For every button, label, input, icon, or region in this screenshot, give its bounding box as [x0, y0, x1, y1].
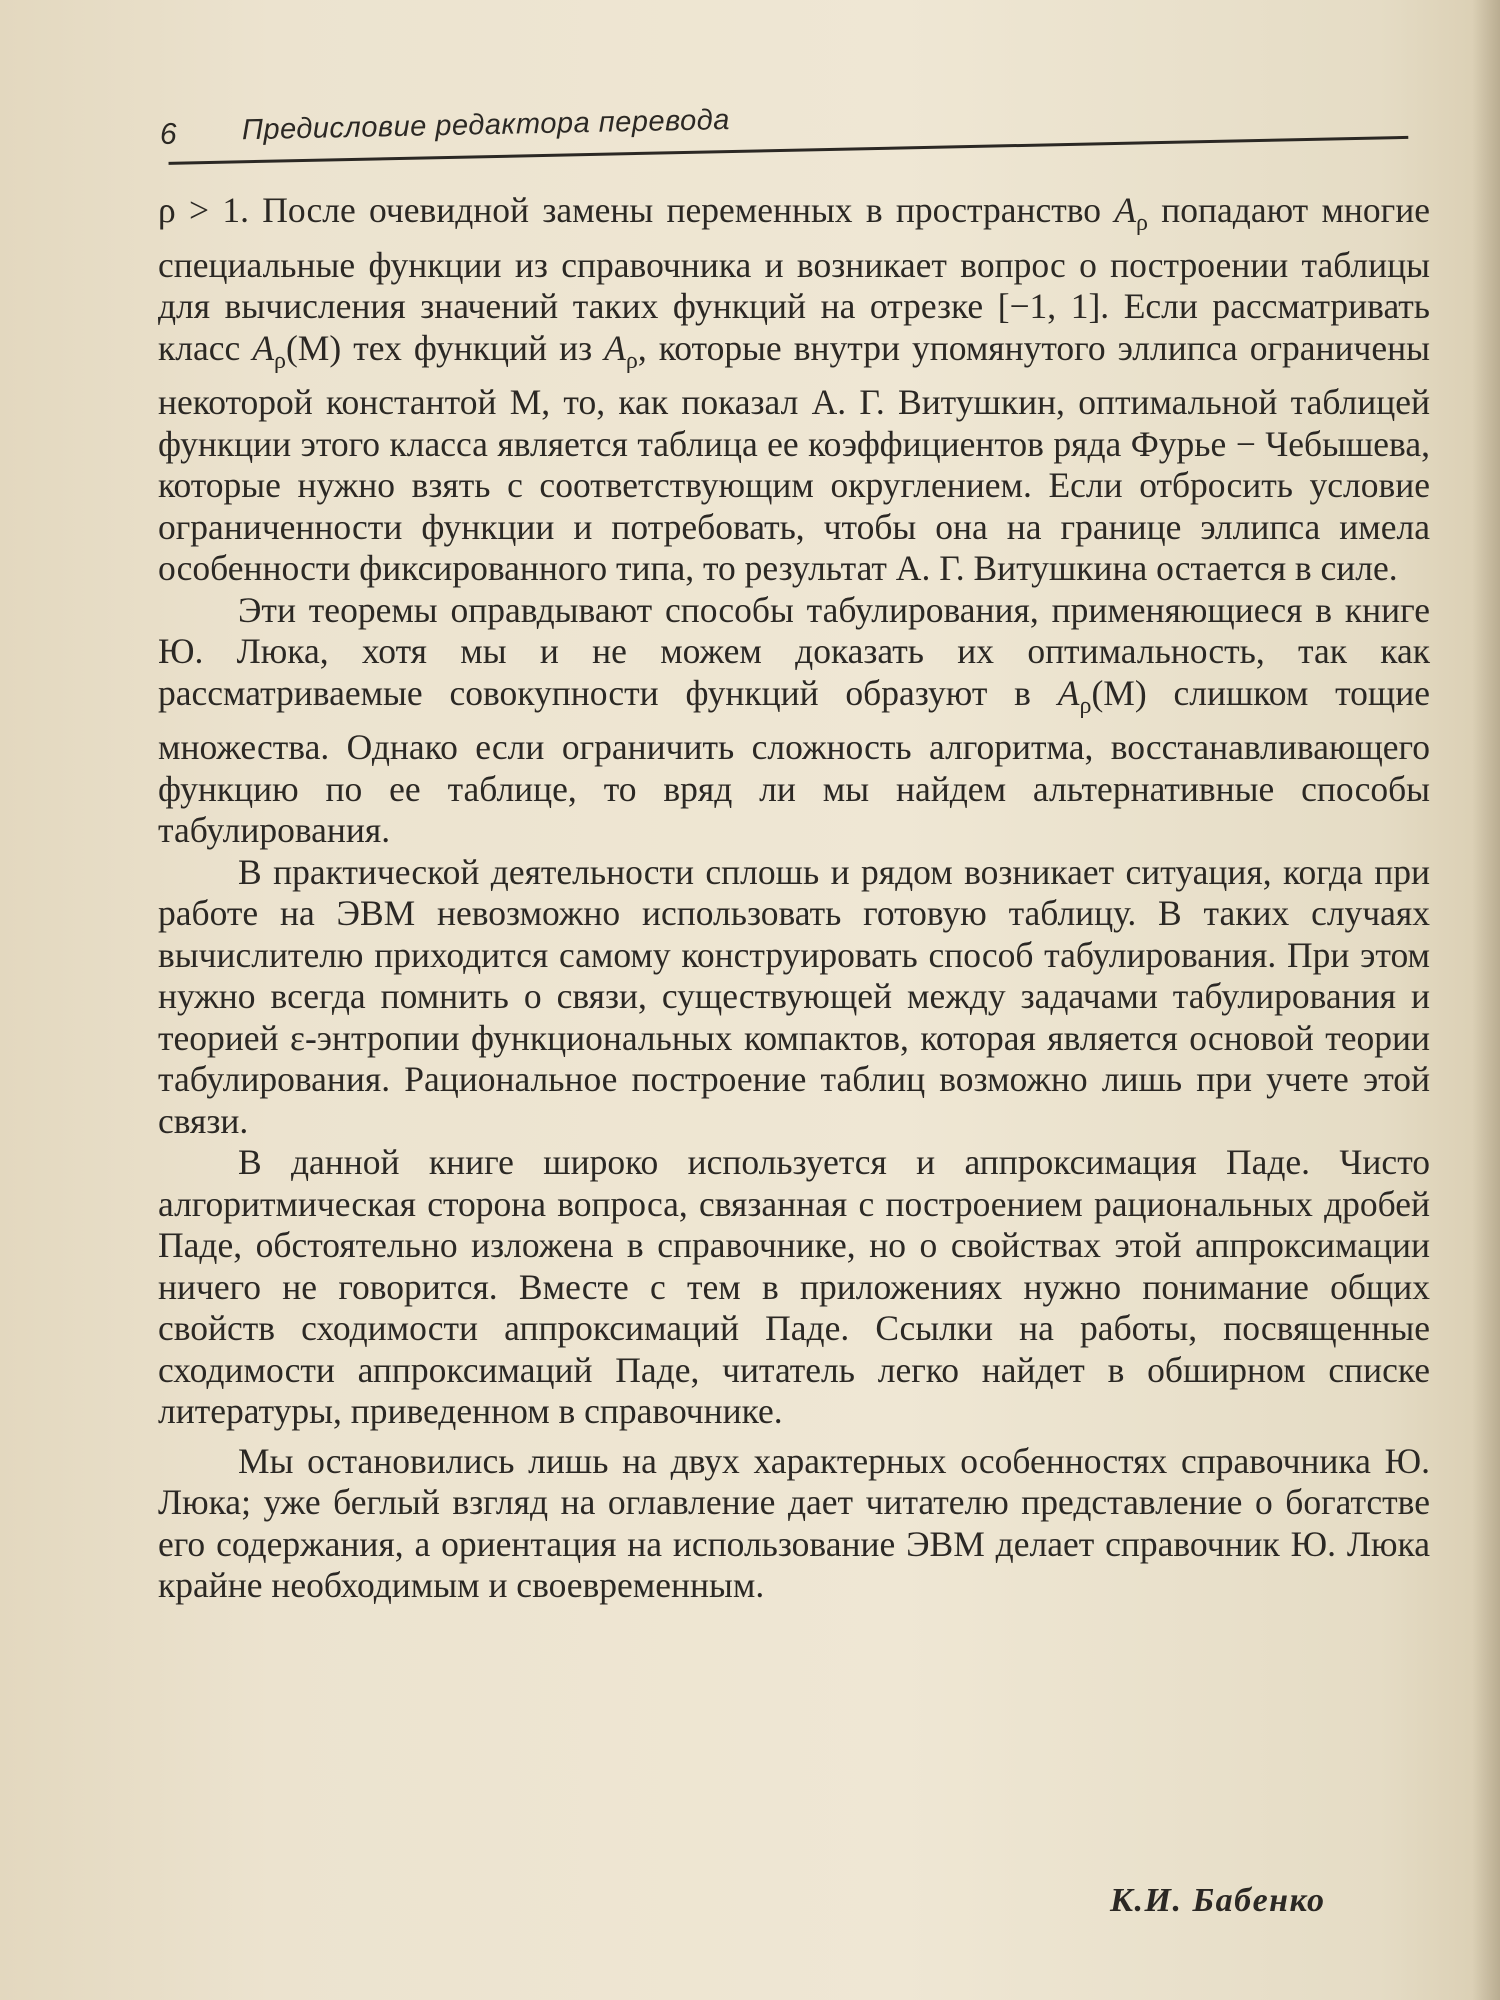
running-head: Предисловие редактора перевода: [241, 104, 731, 147]
page-number: 6: [159, 117, 177, 151]
paragraph-2: Эти теоремы оправдывают способы табулирования, применяющиеся в книге Ю. Люка, хотя мы и не можем доказать их оптимальность, так как рассматриваемые совокупности функций образуют в $A_\rho(M)$ слишком тощие множества. Однако если ограничить сложность алгоритма, восстанавливающего функцию по ее таблице, то вряд ли мы найдем альтернативные способы табулирования.: [158, 589, 1431, 851]
paragraph-5: Мы остановились лишь на двух характерных особенностях справочника Ю. Люка; уже беглый взгляд на оглавление дает читателю представление о богатстве его содержания, а ориентация на использование ЭВМ делает справочник Ю. Люка крайне необходимым и своевременным.: [158, 1440, 1430, 1606]
author-signature: К.И. Бабенко: [1110, 1882, 1326, 1919]
body-text: [158, 190, 1430, 1607]
paragraph-4: В данной книге широко используется и аппроксимация Паде. Чисто алгоритмическая сторона вопроса, связанная с построением рациональных дробей Паде, обстоятельно изложена в справочнике, но о свойствах этой аппроксимации ничего не говорится. Вместе с тем в приложениях нужно понимание общих свойств сходимости аппроксимаций Паде. Ссылки на работы, посвященные сходимости аппроксимаций Паде, читатель легко найдет в обширном списке литературы, приведенном в справочнике.: [158, 1142, 1430, 1432]
paragraph-3: В практической деятельности сплошь и рядом возникает ситуация, когда при работе на ЭВМ невозможно использовать готовую таблицу. В таких случаях вычислителю приходится самому конструировать способ табулирования. При этом нужно всегда помнить о связи, существующей между задачами табулирования и теорией ε-энтропии функциональных компактов, которая является основой теории табулирования. Рациональное построение таблиц возможно лишь при учете этой связи.: [158, 851, 1430, 1141]
page-header: [159, 86, 1410, 162]
page-edge-shadow: [1472, 0, 1500, 2000]
paragraph-1: ρ > 1. После очевидной замены переменных в пространство $A_\rho$ попадают многие специальные функции из справочника и возникает вопрос о построении таблицы для вычисления значений таких функций на отрезке [−1, 1]. Если рассматривать класс $A_\rho(M)$ тех функций из $A_\rho$, которые внутри упомянутого эллипса ограничены некоторой константой M, то, как показал А. Г. Витушкин, оптимальной таблицей функции этого класса является таблица ее коэффициентов ряда Фурье − Чебышева, которые нужно взять с соответствующим округлением. Если отбросить условие ограниченности функции и потребовать, чтобы она на границе эллипса имела особенности фиксированного типа, то результат А. Г. Витушкина остается в силе.: [158, 190, 1430, 589]
